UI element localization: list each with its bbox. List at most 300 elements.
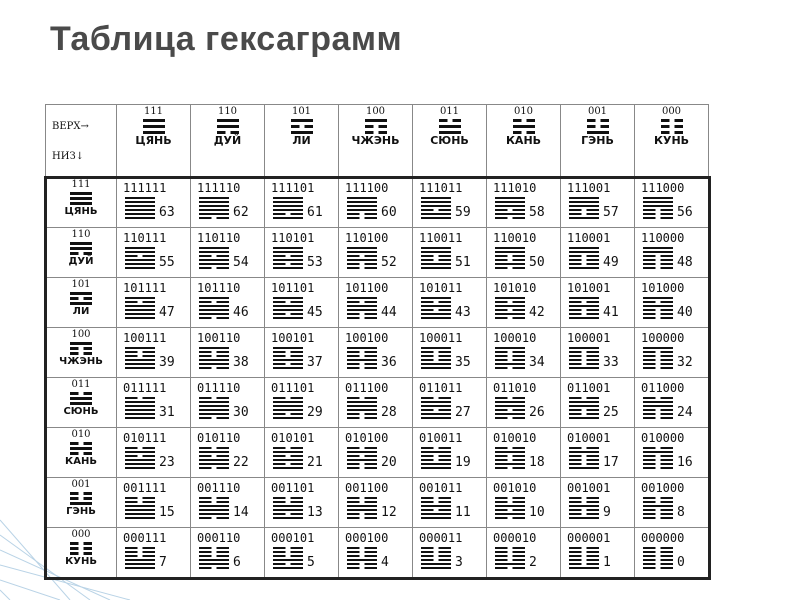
yin-line (495, 467, 508, 469)
yin-line (365, 267, 378, 269)
yang-line (199, 259, 229, 261)
yin-line (587, 397, 600, 399)
yin-line (199, 317, 212, 319)
yin-line (125, 447, 138, 449)
hexagram-cell (191, 278, 265, 328)
hexagram-icon (569, 397, 599, 419)
trigram-icon (70, 442, 92, 455)
hexagram-code: 011100 (345, 381, 389, 395)
yin-line (273, 563, 286, 565)
hexagram-code: 111001 (567, 181, 611, 195)
yang-line (569, 205, 599, 207)
yang-line (273, 259, 303, 261)
yin-line (661, 547, 674, 549)
yang-line (273, 297, 303, 299)
yin-line (569, 413, 582, 415)
trigram-code: 110 (217, 106, 238, 117)
yin-line (452, 119, 461, 122)
hexagram-icon (643, 497, 673, 519)
yin-line (643, 267, 656, 269)
hexagram-number: 17 (603, 455, 619, 470)
hexagram-number: 33 (603, 355, 619, 370)
yang-line (125, 347, 155, 349)
yang-line (199, 359, 229, 361)
hexagram-code: 111011 (419, 181, 463, 195)
yin-line (569, 409, 582, 411)
yin-line (217, 255, 230, 257)
yin-line (661, 563, 674, 565)
yang-line (273, 451, 303, 453)
yin-line (70, 252, 79, 255)
table-row (46, 178, 709, 228)
yin-line (217, 567, 230, 569)
hexagram-code: 101000 (641, 281, 685, 295)
hexagram-number: 55 (159, 255, 175, 270)
yin-line (217, 217, 230, 219)
yin-line (569, 459, 582, 461)
trigram-icon (513, 119, 535, 134)
yin-line (421, 309, 434, 311)
hexagram-cell (487, 528, 561, 578)
hexagram-number: 41 (603, 305, 619, 320)
hexagram-number: 22 (233, 455, 249, 470)
yin-line (365, 447, 378, 449)
yang-line (347, 451, 377, 453)
yin-line (587, 463, 600, 465)
hexagram-number: 30 (233, 405, 249, 420)
yin-line (526, 119, 535, 122)
yang-line (421, 405, 451, 407)
yin-line (513, 259, 526, 261)
yang-line (273, 205, 303, 207)
hexagram-icon (347, 397, 377, 419)
yin-line (143, 455, 156, 457)
hexagram-icon (199, 547, 229, 569)
trigram-code: 111 (143, 106, 164, 117)
yin-line (365, 213, 378, 215)
hexagram-icon (347, 447, 377, 469)
hexagram-cell (117, 528, 191, 578)
yin-line (495, 509, 508, 511)
yang-line (421, 205, 451, 207)
trigram-icon (70, 192, 92, 205)
hexagram-icon (199, 397, 229, 419)
yin-line (661, 217, 674, 219)
hexagram-cell (635, 478, 709, 528)
yin-line (513, 317, 526, 319)
yin-line (347, 467, 360, 469)
yin-line (643, 455, 656, 457)
yin-line (365, 355, 378, 357)
yin-line (513, 517, 526, 519)
hexagram-number: 37 (307, 355, 323, 370)
yang-line (125, 247, 155, 249)
yang-line (421, 251, 451, 253)
yin-line (513, 359, 526, 361)
yang-line (273, 251, 303, 253)
hexagram-number: 51 (455, 255, 471, 270)
yin-line (347, 567, 360, 569)
trigram-name: КАНЬ (505, 134, 542, 147)
yin-line (365, 255, 378, 257)
yin-line (661, 455, 674, 457)
hexagram-cell (265, 478, 339, 528)
hexagram-code: 101101 (271, 281, 315, 295)
yin-line (143, 397, 156, 399)
yin-line (421, 509, 434, 511)
table-row (46, 478, 709, 528)
yin-line (513, 119, 522, 122)
trigram-name: СЮНЬ (63, 406, 99, 417)
yang-line (273, 359, 303, 361)
hexagram-code: 001011 (419, 481, 463, 495)
yang-line (70, 502, 92, 505)
hexagram-icon (569, 247, 599, 269)
hexagram-icon (125, 447, 155, 469)
yin-line (513, 397, 526, 399)
hexagram-grid (46, 178, 709, 578)
yin-line (365, 413, 378, 415)
yin-line (661, 351, 674, 353)
hexagram-code: 100000 (641, 331, 685, 345)
yin-line (643, 259, 656, 261)
yang-line (199, 347, 229, 349)
yang-line (569, 305, 599, 307)
trigram-code: 100 (71, 329, 91, 340)
yin-line (273, 363, 286, 365)
hexagram-number: 38 (233, 355, 249, 370)
yin-line (365, 125, 374, 128)
yin-line (513, 555, 526, 557)
trigram-name: ГЭНЬ (581, 134, 614, 147)
hexagram-icon (273, 447, 303, 469)
hexagram-number: 63 (159, 205, 175, 220)
yang-line (643, 347, 673, 349)
yin-line (143, 447, 156, 449)
yin-line (569, 351, 582, 353)
yang-line (569, 197, 599, 199)
yang-line (199, 405, 229, 407)
hexagram-code: 110100 (345, 231, 389, 245)
hexagram-code: 010100 (345, 431, 389, 445)
corner-top-label: ВЕРХ→ (52, 121, 89, 132)
yin-line (217, 555, 230, 557)
yin-line (347, 555, 360, 557)
yang-line (273, 559, 303, 561)
hexagram-code: 010000 (641, 431, 685, 445)
hexagram-cell (339, 478, 413, 528)
yin-line (291, 301, 304, 303)
hexagram-number: 29 (307, 405, 323, 420)
yin-line (84, 392, 93, 395)
hexagram-cell (117, 378, 191, 428)
hexagram-cell (339, 178, 413, 228)
yin-line (643, 367, 656, 369)
yin-line (661, 263, 674, 265)
hexagram-code: 110010 (493, 231, 537, 245)
yin-line (661, 213, 674, 215)
yin-line (513, 417, 526, 419)
yin-line (661, 459, 674, 461)
yin-line (125, 255, 138, 257)
trigram-name: ДУЙ (213, 134, 242, 147)
yin-line (70, 297, 79, 300)
yin-line (365, 567, 378, 569)
yang-line (199, 213, 229, 215)
table-row (46, 528, 709, 578)
yin-line (347, 317, 360, 319)
yang-line (125, 359, 155, 361)
yin-line (587, 263, 600, 265)
yin-line (661, 447, 674, 449)
hexagram-icon (643, 297, 673, 319)
yang-line (125, 217, 155, 219)
hexagram-number: 23 (159, 455, 175, 470)
yin-line (421, 259, 434, 261)
hexagram-code: 011111 (123, 381, 167, 395)
yang-line (273, 401, 303, 403)
yang-line (495, 201, 525, 203)
yin-line (347, 367, 360, 369)
yang-line (199, 313, 229, 315)
hexagram-number: 39 (159, 355, 175, 370)
yang-line (125, 213, 155, 215)
yin-line (143, 255, 156, 257)
yin-line (495, 559, 508, 561)
yin-line (439, 255, 452, 257)
trigram-name: СЮНЬ (430, 134, 469, 147)
yin-line (495, 447, 508, 449)
hexagram-cell (265, 378, 339, 428)
hexagram-cell (487, 428, 561, 478)
yin-line (513, 567, 526, 569)
yin-line (347, 255, 360, 257)
hexagram-icon (273, 297, 303, 319)
hexagram-number: 21 (307, 455, 323, 470)
hexagram-cell (191, 528, 265, 578)
trigram-name: ЛИ (292, 134, 311, 147)
yang-line (273, 201, 303, 203)
yang-line (273, 517, 303, 519)
yin-line (439, 409, 452, 411)
hexagram-number: 32 (677, 355, 693, 370)
hexagram-number: 6 (233, 555, 241, 570)
yin-line (125, 547, 138, 549)
yin-line (643, 559, 656, 561)
yin-line (569, 463, 582, 465)
yin-line (661, 463, 674, 465)
yin-line (273, 351, 286, 353)
yin-line (199, 517, 212, 519)
yin-line (587, 259, 600, 261)
yang-line (125, 317, 155, 319)
yin-line (421, 459, 434, 461)
hexagram-code: 010010 (493, 431, 537, 445)
yin-line (587, 547, 600, 549)
hexagram-code: 011001 (567, 381, 611, 395)
yin-line (587, 509, 600, 511)
trigram-code: 010 (513, 106, 534, 117)
yin-line (84, 252, 93, 255)
hexagram-code: 100101 (271, 331, 315, 345)
yin-line (347, 313, 360, 315)
hexagram-cell (191, 178, 265, 228)
page-title: Таблица гексаграмм (50, 20, 403, 58)
yang-line (347, 347, 377, 349)
hexagram-cell (339, 378, 413, 428)
yin-line (347, 213, 360, 215)
hexagram-cell (487, 328, 561, 378)
yin-line (569, 555, 582, 557)
row-header-trigram (46, 478, 117, 528)
yin-line (125, 355, 138, 357)
yang-line (125, 297, 155, 299)
trigram-name: КУНЬ (65, 556, 97, 567)
yin-line (513, 501, 526, 503)
trigram-code: 011 (71, 379, 91, 390)
yin-line (365, 547, 378, 549)
yin-line (643, 351, 656, 353)
yin-line (365, 513, 378, 515)
yin-line (661, 267, 674, 269)
yang-line (421, 197, 451, 199)
yang-line (217, 125, 239, 128)
hexagram-cell (191, 228, 265, 278)
trigram-icon (365, 119, 387, 134)
hexagram-number: 52 (381, 255, 397, 270)
hexagram-code: 001111 (123, 481, 167, 495)
hexagram-icon (199, 447, 229, 469)
yin-line (513, 301, 526, 303)
yin-line (643, 309, 656, 311)
trigram-name: ЦЯНЬ (135, 134, 172, 147)
trigram-name: ГЭНЬ (66, 506, 96, 517)
yin-line (273, 555, 286, 557)
hexagram-number: 1 (603, 555, 611, 570)
hexagram-code: 100011 (419, 331, 463, 345)
yin-line (291, 497, 304, 499)
yin-line (569, 513, 582, 515)
hexagram-icon (643, 347, 673, 369)
hexagram-cell (265, 278, 339, 328)
yang-line (273, 305, 303, 307)
yin-line (291, 125, 300, 128)
yin-line (661, 417, 674, 419)
yang-line (273, 505, 303, 507)
hexagram-icon (421, 447, 451, 469)
yin-line (495, 209, 508, 211)
yang-line (199, 459, 229, 461)
hexagram-icon (273, 397, 303, 419)
hexagram-icon (569, 297, 599, 319)
yang-line (125, 405, 155, 407)
yang-line (273, 405, 303, 407)
yin-line (421, 501, 434, 503)
yin-line (643, 413, 656, 415)
yang-line (421, 217, 451, 219)
yin-line (569, 213, 582, 215)
yin-line (291, 563, 304, 565)
yin-line (495, 459, 508, 461)
yang-line (273, 267, 303, 269)
yang-line (125, 363, 155, 365)
yin-line (661, 119, 670, 122)
yang-line (143, 119, 165, 122)
yin-line (347, 563, 360, 565)
hexagram-cell (487, 278, 561, 328)
yin-line (70, 492, 79, 495)
yin-line (661, 255, 674, 257)
yang-line (125, 451, 155, 453)
yin-line (273, 447, 286, 449)
hexagram-icon (643, 197, 673, 219)
yin-line (661, 367, 674, 369)
yang-line (125, 413, 155, 415)
yin-line (643, 563, 656, 565)
yin-line (291, 555, 304, 557)
yang-line (199, 559, 229, 561)
yin-line (199, 497, 212, 499)
yin-line (661, 551, 674, 553)
hexagram-code: 000001 (567, 531, 611, 545)
hexagram-icon (569, 547, 599, 569)
yin-line (291, 551, 304, 553)
yin-line (661, 359, 674, 361)
yin-line (439, 447, 452, 449)
yin-line (513, 409, 526, 411)
yang-line (421, 267, 451, 269)
yang-line (125, 559, 155, 561)
hexagram-code: 000011 (419, 531, 463, 545)
hexagram-code: 110000 (641, 231, 685, 245)
yang-line (125, 467, 155, 469)
yin-line (643, 459, 656, 461)
table-row (46, 278, 709, 328)
yin-line (347, 301, 360, 303)
yang-line (199, 401, 229, 403)
yin-line (70, 452, 79, 455)
hexagram-cell (339, 278, 413, 328)
yin-line (291, 413, 304, 415)
trigram-code: 111 (71, 179, 91, 190)
trigram-icon (70, 542, 92, 555)
yin-line (291, 263, 304, 265)
yin-line (513, 367, 526, 369)
yang-line (199, 305, 229, 307)
hexagram-cell (191, 428, 265, 478)
yang-line (421, 513, 451, 515)
trigram-code: 010 (71, 429, 91, 440)
yin-line (143, 555, 156, 557)
yang-line (495, 305, 525, 307)
yin-line (439, 301, 452, 303)
yin-line (495, 517, 508, 519)
yin-line (513, 355, 526, 357)
hexagram-number: 62 (233, 205, 249, 220)
hexagram-cell (561, 328, 635, 378)
yin-line (273, 355, 286, 357)
yin-line (291, 547, 304, 549)
yin-line (661, 409, 674, 411)
yang-line (273, 467, 303, 469)
yin-line (513, 209, 526, 211)
yin-line (291, 447, 304, 449)
yin-line (439, 119, 448, 122)
hexagram-code: 110011 (419, 231, 463, 245)
yang-line (347, 505, 377, 507)
yin-line (84, 497, 93, 500)
yin-line (495, 409, 508, 411)
